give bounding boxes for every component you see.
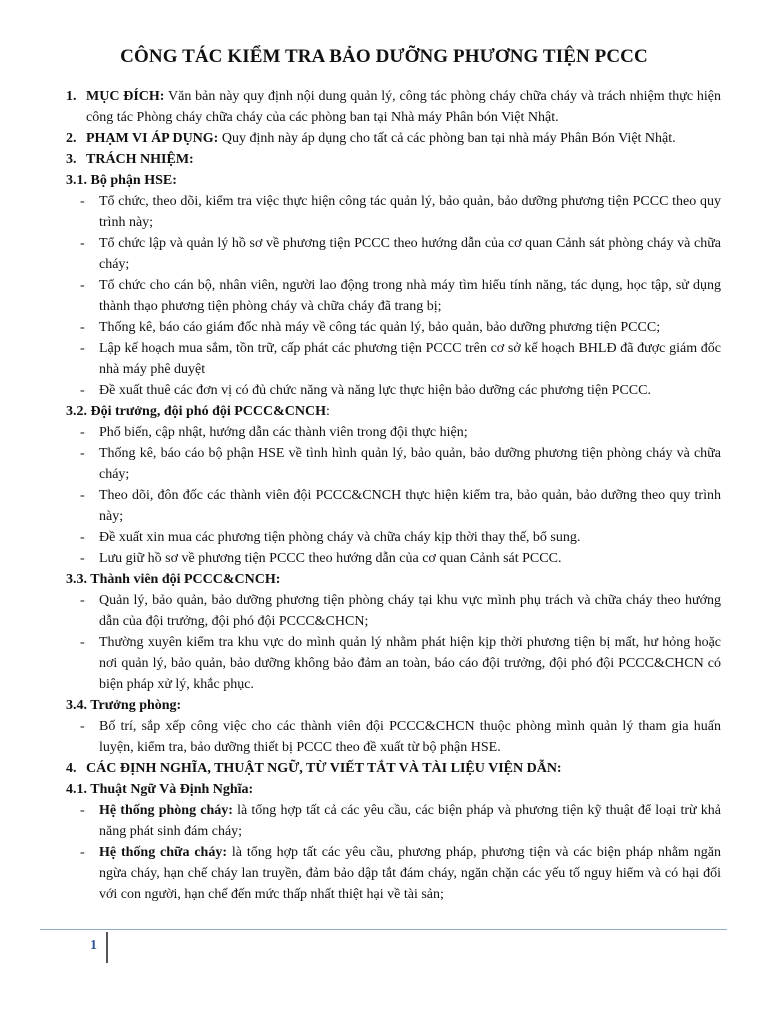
- list-item: [80, 800, 722, 842]
- dash-bullet: -: [80, 845, 85, 860]
- subsection-heading-colon: :: [326, 404, 330, 419]
- dash-bullet: -: [80, 425, 85, 440]
- list-item-text: Theo dõi, đôn đốc các thành viên đội PCCC&CNCH thực hiện kiểm tra, bảo quản, bảo dưỡng theo quy trình này;: [99, 488, 721, 524]
- dash-bullet: -: [80, 488, 85, 503]
- list-item: [80, 191, 721, 233]
- definition-term: Hệ thống phòng cháy:: [99, 803, 233, 818]
- document-body: [66, 86, 721, 905]
- page-number-separator: [106, 932, 108, 963]
- dash-bullet: -: [80, 320, 85, 335]
- subsection-3-4-heading: 3.4. Trưởng phòng:: [66, 698, 182, 713]
- definition-term: Hệ thống chữa cháy:: [99, 845, 227, 860]
- dash-bullet: -: [80, 593, 85, 608]
- section-number: 4.: [66, 761, 77, 776]
- dash-bullet: -: [80, 719, 85, 734]
- page-number: 1: [90, 938, 97, 953]
- list-item-text: Lập kế hoạch mua sắm, tồn trữ, cấp phát các phương tiện PCCC trên cơ sở kế hoạch BHLĐ đã được giám đốc nhà máy phê duyệt: [99, 341, 721, 377]
- dash-bullet: -: [80, 803, 85, 818]
- footer-divider: [40, 929, 727, 930]
- list-item: [80, 275, 721, 317]
- dash-bullet: -: [80, 278, 85, 293]
- dash-bullet: -: [80, 341, 85, 356]
- subsection-3-3-heading: 3.3. Thành viên đội PCCC&CNCH:: [66, 572, 281, 587]
- section-text: Văn bản này quy định nội dung quản lý, công tác phòng cháy chữa cháy và trách nhiệm thực hiện công tác Phòng cháy chữa cháy của các phòng ban tại Nhà máy Phân bón Việt Nhật.: [86, 89, 721, 125]
- list-item: [80, 380, 721, 401]
- list-item: [80, 233, 721, 275]
- list-item: [80, 485, 721, 527]
- list-item: [80, 422, 721, 443]
- list-item: [80, 317, 721, 338]
- subsection-3-4-list: [66, 716, 721, 758]
- dash-bullet: -: [80, 383, 85, 398]
- section-3-responsibility: [66, 149, 721, 170]
- subsection-3-3-list: [66, 590, 721, 695]
- definition-text: là tổng hợp tất các yêu cầu, phương pháp, phương tiện và các biện pháp nhằm ngăn ngừa cháy, hạn chế cháy lan truyền, đảm bảo dập tắt đám cháy, ngăn chặn các yếu tố nguy hiểm và có hại đối với con người, hạn chế đến mức thấp nhất thiệt hại về tài sản;: [99, 845, 722, 902]
- list-item-text: Bố trí, sắp xếp công việc cho các thành viên đội PCCC&CHCN thuộc phòng mình quản lý tham gia huấn luyện, kiểm tra, bảo dưỡng thiết bị PCCC theo đề xuất từ bộ phận HSE.: [99, 719, 721, 755]
- section-text: Quy định này áp dụng cho tất cả các phòng ban tại nhà máy Phân Bón Việt Nhật.: [218, 131, 676, 146]
- subsection-4-1-heading: 4.1. Thuật Ngữ Và Định Nghĩa:: [66, 782, 254, 797]
- list-item-text: Thống kê, báo cáo giám đốc nhà máy về công tác quản lý, bảo quản, bảo dưỡng phương tiện PCCC;: [99, 320, 661, 335]
- subsection-heading-text: 3.2. Đội trưởng, đội phó đội PCCC&CNCH: [66, 404, 327, 419]
- subsection-3-1-list: [66, 191, 721, 401]
- list-item-text: Thường xuyên kiểm tra khu vực do mình quản lý nhằm phát hiện kịp thời phương tiện bị mất, hư hỏng hoặc nơi quản lý, bảo quản, bảo dưỡng không bảo đảm an toàn, báo cáo đội trưởng, đội phó đội PCCC&CHCN có biện pháp xử lý, khắc phục.: [99, 635, 721, 692]
- subsection-3-2-list: [66, 422, 721, 569]
- list-item: [80, 548, 721, 569]
- subsection-3-2-heading: [66, 401, 721, 422]
- list-item: [80, 842, 722, 905]
- list-item: [80, 716, 721, 758]
- list-item-text: Tổ chức cho cán bộ, nhân viên, người lao động trong nhà máy tìm hiểu tính năng, tác dụng, học tập, sử dụng thành thạo phương tiện phòng cháy và chữa cháy đã trang bị;: [99, 278, 721, 314]
- section-label: TRÁCH NHIỆM:: [86, 152, 194, 167]
- page-title: CÔNG TÁC KIỂM TRA BẢO DƯỠNG PHƯƠNG TIỆN PCCC: [120, 46, 648, 67]
- list-item: [80, 338, 721, 380]
- dash-bullet: -: [80, 530, 85, 545]
- dash-bullet: -: [80, 551, 85, 566]
- list-item: [80, 632, 721, 695]
- dash-bullet: -: [80, 446, 85, 461]
- list-item-text: Đề xuất xin mua các phương tiện phòng cháy và chữa cháy kịp thời thay thế, bổ sung.: [99, 530, 581, 545]
- dash-bullet: -: [80, 236, 85, 251]
- list-item-text: Thống kê, báo cáo bộ phận HSE về tình hình quản lý, bảo quản, bảo dưỡng phương tiện phòng cháy và chữa cháy;: [99, 446, 721, 482]
- list-item-text: Quản lý, bảo quản, bảo dưỡng phương tiện phòng cháy tại khu vực mình phụ trách và chữa cháy theo hướng dẫn của đội trưởng, đội phó đội PCCC&CHCN;: [99, 593, 721, 629]
- section-label: PHẠM VI ÁP DỤNG:: [86, 131, 219, 146]
- list-item-text: Tổ chức lập và quản lý hồ sơ về phương tiện PCCC theo hướng dẫn của cơ quan Cảnh sát phòng cháy và chữa cháy;: [99, 236, 721, 272]
- list-item-text: Đề xuất thuê các đơn vị có đủ chức năng và năng lực thực hiện bảo dưỡng các phương tiện PCCC.: [99, 383, 651, 398]
- section-2-scope: [66, 128, 721, 149]
- subsection-3-1-heading: 3.1. Bộ phận HSE:: [66, 173, 177, 188]
- dash-bullet: -: [80, 194, 85, 209]
- list-item-text: Phổ biến, cập nhật, hướng dẫn các thành viên trong đội thực hiện;: [99, 425, 468, 440]
- list-item: [80, 590, 721, 632]
- section-4-definitions: [66, 758, 721, 779]
- section-label: CÁC ĐỊNH NGHĨA, THUẬT NGỮ, TỪ VIẾT TẮT VÀ TÀI LIỆU VIỆN DẪN:: [86, 761, 562, 776]
- dash-bullet: -: [80, 635, 85, 650]
- section-number: 2.: [66, 131, 77, 146]
- section-1-purpose: [66, 86, 721, 128]
- list-item-text: Tổ chức, theo dõi, kiểm tra việc thực hiện công tác quản lý, bảo quản, bảo dưỡng phương tiện PCCC theo quy trình này;: [99, 194, 721, 230]
- section-number: 3.: [66, 152, 77, 167]
- definition-text: là tổng hợp tất cả các yêu cầu, các biện pháp và phương tiện kỹ thuật để loại trừ khả năng phát sinh đám cháy;: [99, 803, 722, 839]
- list-item-text: Lưu giữ hồ sơ về phương tiện PCCC theo hướng dẫn của cơ quan Cảnh sát PCCC.: [99, 551, 562, 566]
- section-number: 1.: [66, 89, 77, 104]
- list-item: [80, 443, 721, 485]
- subsection-4-1-list: [66, 800, 721, 905]
- list-item: [80, 527, 721, 548]
- section-label: MỤC ĐÍCH:: [86, 89, 165, 104]
